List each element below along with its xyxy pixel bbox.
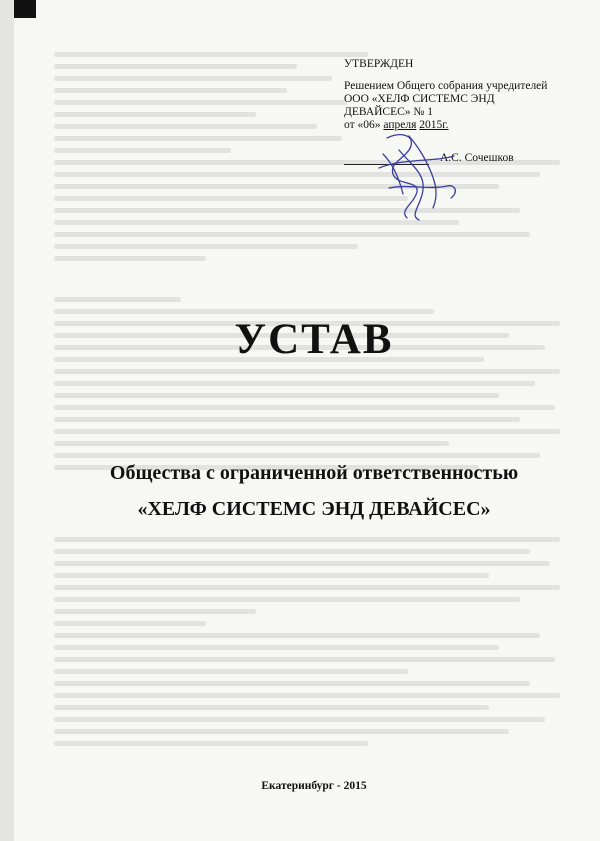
company-name: «ХЕЛФ СИСТЕМС ЭНД ДЕВАЙСЕС» [137, 498, 491, 520]
signatory-name: А.С. Сочешков [440, 152, 514, 164]
approval-date-year: 2015г. [419, 119, 449, 131]
place-and-year: Екатеринбург - 2015 [261, 780, 367, 792]
approval-header: УТВЕРЖДЕН [344, 58, 414, 70]
approval-resolution: Решением Общего собрания учредителей [344, 80, 548, 92]
handwritten-signature [359, 128, 479, 223]
document-subtitle: Общества с ограниченной ответственностью [109, 462, 519, 484]
approval-company-line2: ДЕВАЙСЕС» № 1 [344, 106, 434, 118]
scan-corner-mark [14, 0, 36, 18]
document-title: УСТАВ [234, 316, 394, 363]
bleed-through-text [54, 530, 560, 753]
approval-date-month: апреля [383, 119, 417, 131]
approval-date-day: от «06» [344, 119, 381, 131]
approval-company-line1: ООО «ХЕЛФ СИСТЕМС ЭНД [344, 93, 495, 105]
